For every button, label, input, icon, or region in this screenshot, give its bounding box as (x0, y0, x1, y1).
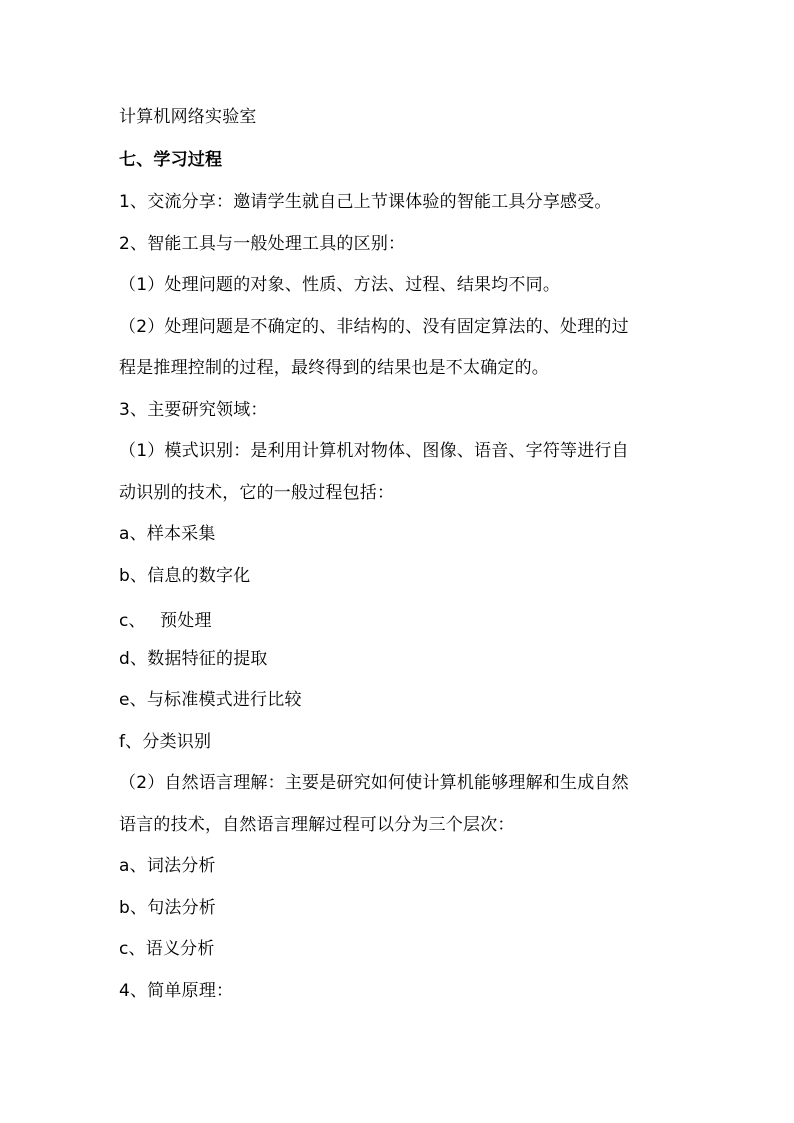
list-item: d、数据特征的提取 (119, 649, 268, 669)
list-item: b、句法分析 (119, 898, 216, 918)
lab-name-line: 计算机网络实验室 (119, 107, 257, 127)
paragraph-line: （2）处理问题是不确定的、非结构的、没有固定算法的、处理的过 (119, 317, 629, 337)
list-item: e、与标准模式进行比较 (119, 690, 302, 710)
paragraph-line: 1、交流分享：邀请学生就自己上节课体验的智能工具分享感受。 (119, 192, 612, 212)
paragraph-line: （1）模式识别：是利用计算机对物体、图像、语音、字符等进行自 (119, 441, 629, 461)
list-item: f、分类识别 (119, 732, 212, 752)
paragraph-line: （1）处理问题的对象、性质、方法、过程、结果均不同。 (119, 275, 561, 295)
paragraph-line: 程是推理控制的过程，最终得到的结果也是不太确定的。 (119, 358, 549, 378)
list-item: a、词法分析 (119, 856, 216, 876)
paragraph-line: （2）自然语言理解：主要是研究如何使计算机能够理解和生成自然 (119, 773, 629, 793)
list-item: a、样本采集 (119, 524, 216, 544)
list-item: c、语义分析 (119, 939, 215, 959)
paragraph-line: 4、简单原理： (119, 981, 234, 1001)
paragraph-line: 动识别的技术，它的一般过程包括： (119, 483, 395, 503)
list-item: c、 预处理 (119, 611, 212, 631)
section-heading: 七、学习过程 (119, 150, 223, 170)
paragraph-line: 语言的技术，自然语言理解过程可以分为三个层次： (119, 815, 515, 835)
paragraph-line: 2、智能工具与一般处理工具的区别： (119, 234, 406, 254)
list-item: b、信息的数字化 (119, 566, 251, 586)
paragraph-line: 3、主要研究领域： (119, 400, 268, 420)
